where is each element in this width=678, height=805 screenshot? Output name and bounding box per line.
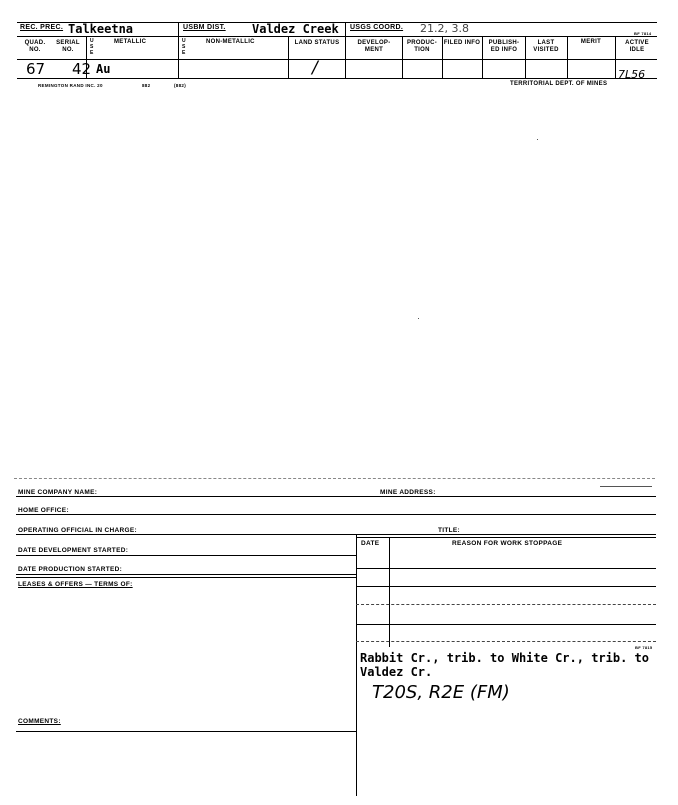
card-edge [14,478,655,479]
col-divider [567,36,568,78]
rule-date-prod [16,574,356,575]
footer-code: 882 [142,83,151,88]
last-visited-header: LAST VISITED [533,40,559,53]
rule-stoppage-row [356,586,656,587]
serial-no-header: SERIAL NO. [56,40,80,53]
land-status-header: LAND STATUS [294,40,340,46]
mine-company-name-label: MINE COMPANY NAME: [18,489,98,496]
quad-no-value: 67 [26,60,46,78]
card-edge-mark [600,486,652,487]
col-divider [482,36,483,78]
rule-stoppage-row [356,624,656,625]
col-divider [615,36,616,78]
quad-no-header: QUAD. NO. [24,40,46,53]
col-divider [178,22,179,78]
usbm-dist-label: USBM DIST. [183,24,226,31]
date-column-label: DATE [361,540,380,547]
handwritten-township-note: T20S, R2E (FM) [372,682,510,703]
title-label: TITLE: [438,527,461,534]
rule-date-prod-double [16,577,356,578]
rule-stoppage-row [356,604,656,605]
footer-right: TERRITORIAL DEPT. OF MINES [510,81,608,87]
col-divider [345,22,346,78]
rule-stoppage-row [356,568,656,569]
rec-prec-value: Talkeetna [68,22,134,36]
grid-date-divider [389,537,390,647]
rule-official [16,534,656,535]
production-header: PRODUC- TION [406,40,438,53]
rule-comments [16,731,356,732]
date-production-label: DATE PRODUCTION STARTED: [18,566,123,573]
form-number: BF 7814 [634,31,652,36]
comments-label: COMMENTS: [18,718,61,725]
active-idle-value: 7L56 [618,68,646,81]
usgs-coord-label: USGS COORD. [350,24,404,31]
active-idle-header: ACTIVE IDLE [625,40,649,53]
header-divider [17,36,657,37]
reason-column-label: REASON FOR WORK STOPPAGE [452,540,563,547]
use-header-2: U S E [182,38,186,56]
merit-header: MERIT [580,39,602,45]
rec-prec-label: REC. PREC. [20,24,64,31]
col-divider [288,36,289,78]
usbm-dist-value: Valdez Creek [252,22,339,36]
values-bottom-rule [17,78,657,79]
rule-home-office [16,514,656,515]
scan-speck [418,318,419,319]
typed-location-note: Rabbit Cr., trib. to White Cr., trib. to [360,651,649,665]
leases-label: LEASES & OFFERS — TERMS OF: [18,581,133,588]
home-office-label: HOME OFFICE: [18,507,69,514]
rule-date-dev [16,555,356,556]
values-top-rule [17,59,657,60]
col-divider [525,36,526,78]
metallic-header: METALLIC [114,39,147,45]
filed-info-header: FILED INFO [443,40,481,46]
date-development-label: DATE DEVELOPMENT STARTED: [18,547,129,554]
footer-code-2: (882) [174,83,187,88]
metallic-value: Au [96,62,111,76]
grid-left-border [356,534,357,796]
rule-stoppage-row [356,641,656,642]
use-header: U S E [90,38,94,56]
form-number-bottom: BF 7815 [635,645,653,650]
scan-speck [537,139,538,140]
mine-address-label: MINE ADDRESS: [380,489,436,496]
typed-location-note-2: Valdez Cr. [360,665,433,679]
land-status-value: / [312,58,318,78]
rule-stoppage-top [356,537,656,538]
development-header: DEVELOP- MENT [357,40,391,53]
serial-no-value: 42 [72,60,92,78]
footer-left: REMINGTON RAND INC. 20 [38,83,103,88]
operating-official-label: OPERATING OFFICIAL IN CHARGE: [18,527,137,534]
non-metallic-header: NON-METALLIC [206,39,255,45]
published-info-header: PUBLISH- ED INFO [488,40,520,53]
rule-company [16,496,656,497]
usgs-coord-value: 21.2, 3.8 [420,22,469,35]
